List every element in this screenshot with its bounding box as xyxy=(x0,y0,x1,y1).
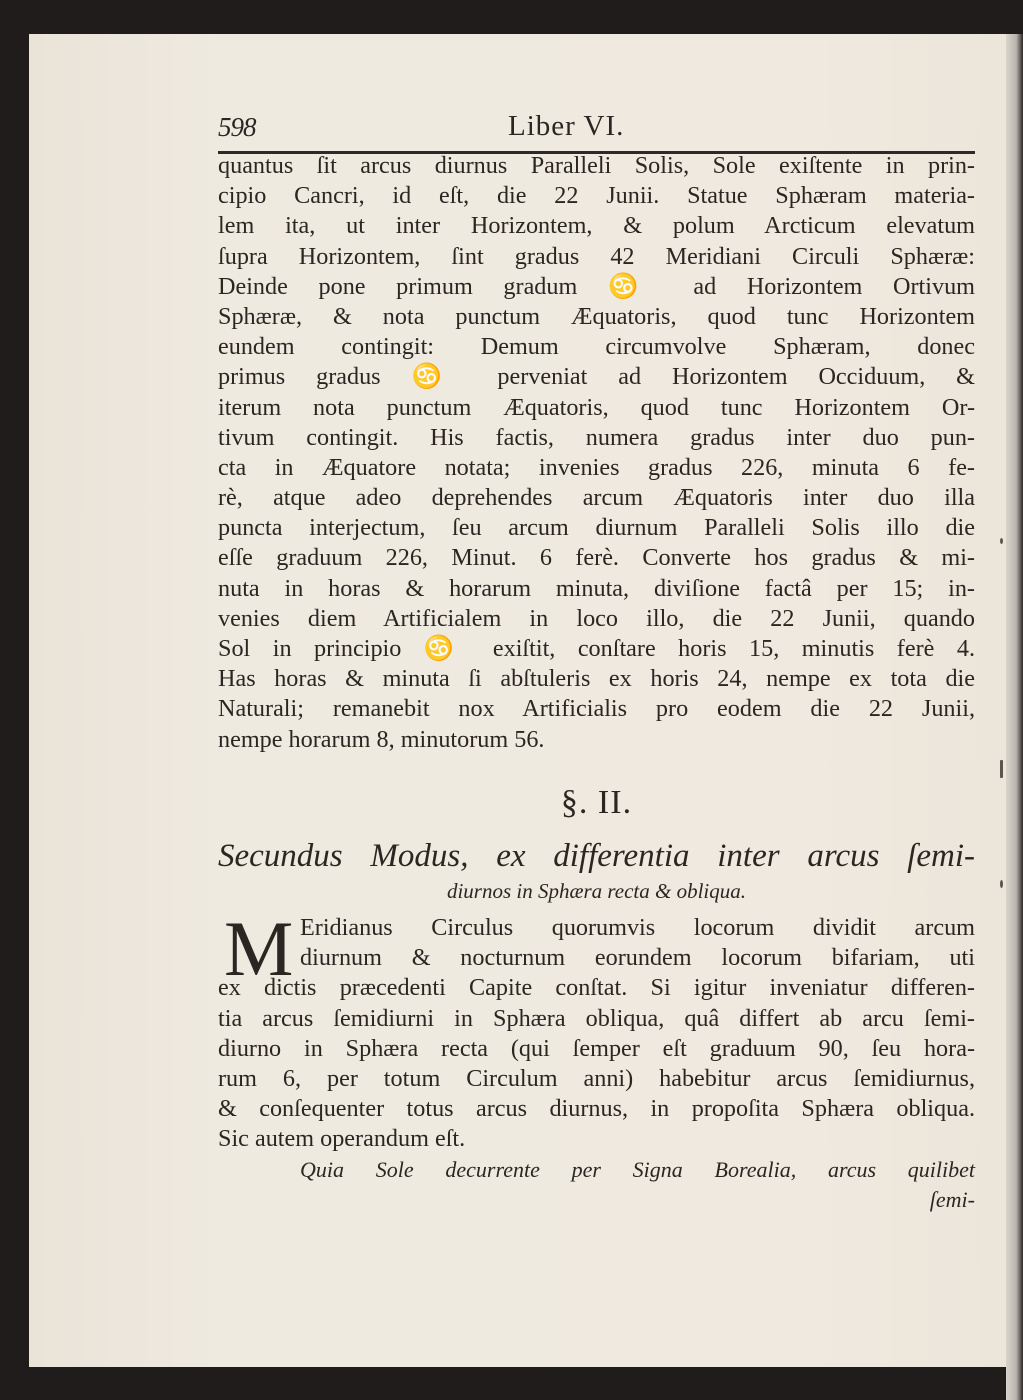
running-title: Liber VI. xyxy=(508,110,625,142)
text-line: tivum contingit. His factis, numera gradus inter duo pun- xyxy=(218,423,975,451)
scan-speck xyxy=(1000,760,1003,778)
text-line: eſſe graduum 226, Minut. 6 ferè. Converte hos gradus & mi- xyxy=(218,544,975,572)
text-line: tia arcus ſemidiurni in Sphæra obliqua, quâ differt ab arcu ſemi- xyxy=(218,1004,975,1032)
text-line: cipio Cancri, id eſt, die 22 Junii. Statue Sphæram materia- xyxy=(218,182,975,210)
text-line: Sol in principio ♋ exiſtit, conſtare horis 15, minutis ferè 4. xyxy=(218,635,975,662)
text-line: & conſequenter totus arcus diurnus, in propoſita Sphæra obliqua. xyxy=(218,1095,975,1123)
body-paragraph-2 xyxy=(218,905,975,1155)
scan-speck xyxy=(1000,880,1003,888)
page-number: 598 xyxy=(218,112,256,142)
text-line: Naturali; remanebit nox Artificialis pro eodem die 22 Junii, xyxy=(218,695,975,723)
section-subtitle: diurnos in Sphæra recta & obliqua. xyxy=(446,879,747,903)
text-line: primus gradus ♋ perveniat ad Horizontem Occiduum, & xyxy=(218,363,975,391)
section-number: §. II. xyxy=(560,784,633,821)
italic-paragraph xyxy=(218,1155,975,1215)
text-line: rè, atque adeo deprehendes arcum Æquatoris inter duo illa xyxy=(218,484,975,512)
text-line: eundem contingit: Demum circumvolve Sphæram, donec xyxy=(218,333,975,361)
text-line: Eridianus Circulus quorumvis locorum dividit arcum xyxy=(300,914,975,941)
scan-speck xyxy=(1000,538,1003,544)
text-line: Deinde pone primum gradum ♋ ad Horizontem Ortivum xyxy=(218,272,975,300)
text-line: iterum nota punctum Æquatoris, quod tunc Horizontem Or- xyxy=(218,393,975,421)
text-line: diurno in Sphæra recta (qui ſemper eſt graduum 90, ſeu hora- xyxy=(218,1034,975,1062)
drop-cap: M xyxy=(224,905,294,992)
page-edge xyxy=(1006,34,1023,1400)
text-line: cta in Æquatore notata; invenies gradus 226, minuta 6 fe- xyxy=(218,453,975,481)
text-line: ſupra Horizontem, ſint gradus 42 Meridiani Circuli Sphæræ: xyxy=(218,242,975,270)
section-title: Secundus Modus, ex differentia inter arcus ſemi- xyxy=(218,838,975,874)
running-head xyxy=(218,108,975,150)
text-line: nuta in horas & horarum minuta, diviſione factâ per 15; in- xyxy=(218,574,975,602)
text-line: Quia Sole decurrente per Signa Borealia, arcus quilibet xyxy=(300,1157,975,1182)
text-line: venies diem Artificialem in loco illo, die 22 Junii, quando xyxy=(218,604,975,632)
text-line: nempe horarum 8, minutorum 56. xyxy=(218,725,545,753)
text-line: lem ita, ut inter Horizontem, & polum Arcticum elevatum xyxy=(218,212,975,240)
text-line: ex dictis præcedenti Capite conſtat. Si igitur inveniatur differen- xyxy=(218,974,975,1002)
text-line: rum 6, per totum Circulum anni) habebitur arcus ſemidiurnus, xyxy=(218,1064,975,1092)
catchword: ſemi- xyxy=(929,1187,975,1213)
body-paragraph-1 xyxy=(218,151,975,755)
text-line: Sphæræ, & nota punctum Æquatoris, quod tunc Horizontem xyxy=(218,302,975,330)
text-line: Sic autem operandum eſt. xyxy=(218,1125,466,1153)
text-line: diurnum & nocturnum eorundem locorum bifariam, uti xyxy=(300,944,975,972)
text-line: Has horas & minuta ſi abſtuleris ex horis 24, nempe ex tota die xyxy=(218,665,975,693)
text-line: puncta interjectum, ſeu arcum diurnum Paralleli Solis illo die xyxy=(218,514,975,542)
text-line: quantus ſit arcus diurnus Paralleli Solis, Sole exiſtente in prin- xyxy=(218,152,975,179)
